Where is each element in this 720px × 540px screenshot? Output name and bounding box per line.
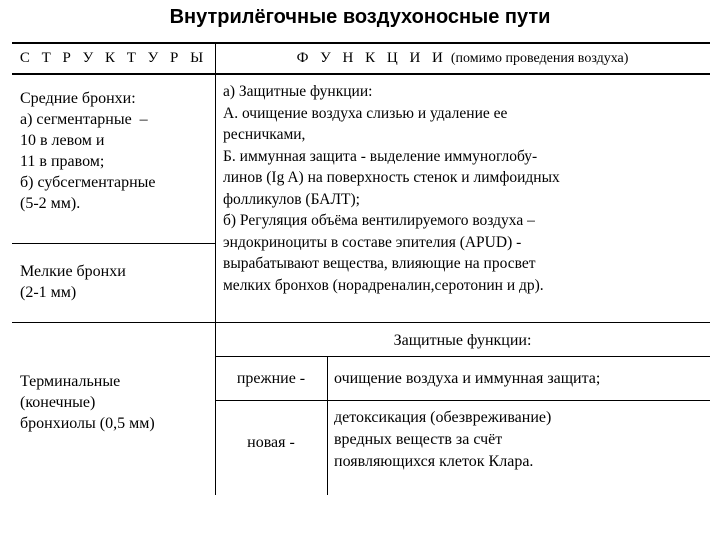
cell-medium-bronchi [20, 88, 212, 214]
text-line: б) субсегментарные [20, 174, 156, 191]
former-text-value: очищение воздуха и иммунная защита; [334, 370, 601, 387]
text-line: а) сегментарные – [20, 111, 148, 128]
cell-functions [223, 81, 708, 296]
text-line: мелких бронхов (норадреналин,серотонин и др). [223, 276, 544, 294]
cell-small-bronchi [20, 261, 212, 303]
text-line: (2-1 мм) [20, 284, 77, 301]
inner-column-divider [327, 356, 328, 495]
text-line: ресничками, [223, 126, 306, 143]
text-line: 10 в левом и [20, 132, 105, 149]
row-divider-medium-small [12, 243, 215, 244]
former-label-text: прежние - [236, 370, 306, 387]
table-top-border [12, 42, 710, 44]
protective-functions-title-text: Защитные функции: [393, 332, 532, 349]
cell-terminal-bronchioles [20, 371, 212, 434]
text-line: появляющихся клеток Клара. [334, 453, 534, 470]
row-divider-protective [215, 356, 710, 357]
header-structures-text: С Т Р У К Т У Р Ы [19, 50, 208, 66]
row-divider-small-terminal [12, 322, 215, 323]
row-divider-former-new [215, 400, 710, 401]
text-line: фолликулов (БАЛТ); [223, 190, 360, 208]
text-line: (5-2 мм). [20, 195, 81, 212]
text-line: детоксикация (обезвреживание) [334, 409, 552, 426]
text-line: вредных веществ за счёт [334, 431, 503, 448]
text-line: 11 в правом; [20, 153, 105, 170]
text-line: линов (Ig A) на поверхность стенок и лимфоидных [223, 169, 560, 186]
former-label [215, 368, 327, 389]
new-label [215, 432, 327, 453]
text-line: бронхиолы (0,5 мм) [20, 415, 155, 432]
former-text [334, 368, 708, 389]
protective-functions-title [215, 330, 710, 351]
text-line: Мелкие бронхи [20, 263, 126, 280]
header-bottom-border [12, 73, 710, 75]
text-line: а) Защитные функции: [223, 83, 373, 100]
text-line: эндокриноциты в составе эпителия (APUD) - [223, 233, 522, 251]
text-line: б) Регуляция объёма вентилируемого воздуха – [223, 212, 535, 229]
header-functions [215, 50, 710, 67]
new-text [334, 407, 708, 473]
text-line: (конечные) [20, 394, 96, 411]
column-divider [215, 42, 216, 495]
header-functions-text: Ф У Н К Ц И И [296, 50, 447, 66]
header-structures [12, 50, 215, 67]
text-line: Средние бронхи: [20, 90, 136, 107]
page-title: Внутрилёгочные воздухоносные пути [169, 6, 551, 28]
text-line: Б. иммунная защита - выделение иммуноглобу- [223, 147, 538, 165]
text-line: вырабатывают вещества, влияющие на просвет [223, 255, 536, 272]
row-divider-functions [215, 322, 710, 323]
new-label-text: новая - [247, 434, 295, 451]
text-line: Терминальные [20, 373, 121, 390]
header-functions-note: (помимо проведения воздуха) [450, 51, 629, 66]
text-line: А. очищение воздуха слизью и удаление ее [223, 104, 508, 122]
